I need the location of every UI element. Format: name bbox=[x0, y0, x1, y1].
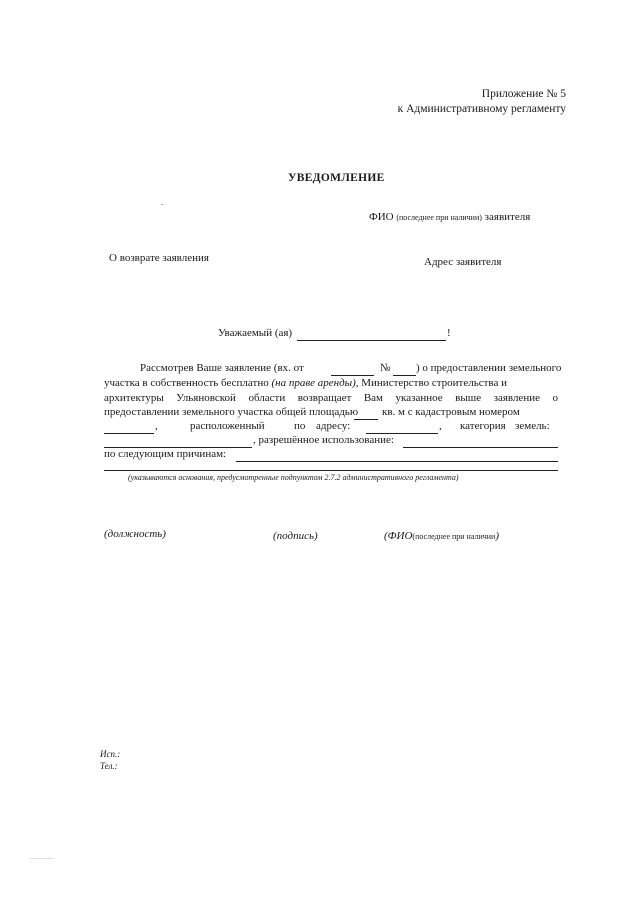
body-line-5d: адресу: bbox=[316, 420, 351, 432]
body-line-2 bbox=[104, 377, 558, 389]
salutation: Уважаемый (ая) bbox=[218, 327, 293, 339]
number-blank bbox=[393, 375, 416, 376]
date-blank bbox=[331, 375, 374, 376]
phone-label: Тел.: bbox=[100, 761, 118, 771]
salutation-end: ! bbox=[447, 327, 451, 339]
cadastral-blank bbox=[104, 433, 154, 434]
scan-speck bbox=[161, 204, 163, 205]
executor-label: Исп.: bbox=[100, 749, 121, 759]
applicant-fio-label bbox=[369, 211, 530, 223]
signature-fio-label: (ФИО bbox=[384, 530, 413, 542]
body-line-2c: , Министерство строительства и bbox=[355, 377, 507, 389]
fio-note: (последнее при наличии) bbox=[396, 213, 482, 222]
fio-suffix: заявителя bbox=[484, 211, 531, 223]
appendix-number: Приложение № 5 bbox=[481, 88, 566, 100]
signature-fio bbox=[384, 530, 499, 542]
body-line-5e: , bbox=[439, 420, 442, 432]
body-line-5a: , bbox=[155, 420, 158, 432]
reasons-blank-1 bbox=[236, 461, 558, 462]
body-line-5f: категория bbox=[460, 420, 506, 432]
applicant-address-label: Адрес заявителя bbox=[424, 256, 502, 268]
body-line-4a: предоставлении земельного участка общей площадью bbox=[104, 406, 359, 418]
body-line-7: по следующим причинам: bbox=[104, 448, 227, 460]
fio-label: ФИО bbox=[369, 211, 394, 223]
body-line-5c: по bbox=[294, 420, 306, 432]
notice-subject: О возврате заявления bbox=[109, 252, 209, 264]
signature-position: (должность) bbox=[104, 528, 166, 540]
permitted-use-blank bbox=[403, 447, 558, 448]
body-line-6: , разрешённое использование: bbox=[253, 434, 394, 446]
body-line-5g: земель: bbox=[515, 420, 550, 432]
document-title: УВЕДОМЛЕНИЕ bbox=[288, 172, 385, 184]
body-line-5b: расположенный bbox=[190, 420, 265, 432]
body-line-3: архитектуры Ульяновской области возвращает Вам указанное выше заявление о bbox=[104, 392, 558, 404]
signature-sign: (подпись) bbox=[273, 530, 318, 542]
reasons-blank-2 bbox=[104, 470, 558, 471]
area-blank bbox=[354, 419, 378, 420]
body-line-2a: участка в собственность бесплатно bbox=[104, 377, 269, 389]
body-line-1c: ) о предоставлении земельного bbox=[416, 362, 562, 374]
salutation-blank bbox=[297, 340, 446, 341]
body-line-4b: кв. м с кадастровым номером bbox=[382, 406, 520, 418]
signature-fio-close: ) bbox=[495, 530, 499, 542]
reasons-note: (указываются основания, предусмотренные подпунктом 2.7.2 административного регламента) bbox=[128, 473, 459, 482]
body-line-1b: № bbox=[380, 362, 391, 374]
appendix-reference: к Административному регламенту bbox=[397, 103, 566, 115]
scan-speck bbox=[30, 858, 54, 859]
body-line-1a: Рассмотрев Ваше заявление (вх. от bbox=[140, 362, 304, 374]
signature-fio-note: (последнее при наличии bbox=[412, 532, 496, 541]
lease-note: (на праве аренды) bbox=[271, 377, 356, 389]
